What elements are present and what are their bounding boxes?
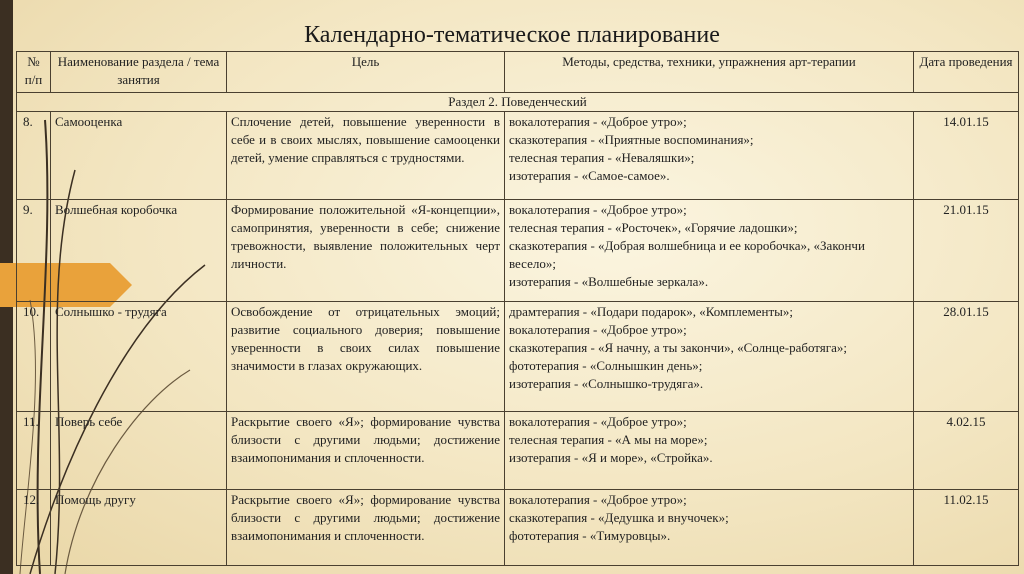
row-date: 11.02.15 xyxy=(914,490,1019,566)
row-methods xyxy=(505,490,914,566)
row-topic: Самооценка xyxy=(51,112,227,200)
method-item: сказкотерапия - «Добрая волшебница и ее коробочка», «Закончи весело»; xyxy=(509,238,865,271)
method-item: изотерапия - «Я и море», «Стройка». xyxy=(509,450,713,465)
header-goal: Цель xyxy=(227,52,505,93)
section-title: Раздел 2. Поведенческий xyxy=(17,93,1019,112)
row-date: 14.01.15 xyxy=(914,112,1019,200)
row-goal: Освобождение от отрицательных эмоций; развитие социального доверия; повышение уверенности в своих силах повышение значимости в глазах окружающих. xyxy=(227,302,505,412)
method-item: фототерапия - «Тимуровцы». xyxy=(509,528,671,543)
header-date: Дата проведения xyxy=(914,52,1019,93)
row-topic: Солнышко - трудяга xyxy=(51,302,227,412)
row-topic: Поверь себе xyxy=(51,412,227,490)
plan-table xyxy=(16,51,1019,566)
method-item: сказкотерапия - «Приятные воспоминания»; xyxy=(509,132,754,147)
method-item: телесная терапия - «Росточек», «Горячие ладошки»; xyxy=(509,220,798,235)
method-item: сказкотерапия - «Дедушка и внучочек»; xyxy=(509,510,729,525)
row-topic: Помощь другу xyxy=(51,490,227,566)
table-row xyxy=(17,490,1019,566)
row-date: 28.01.15 xyxy=(914,302,1019,412)
row-methods xyxy=(505,112,914,200)
row-goal: Раскрытие своего «Я»; формирование чувства близости с другими людьми; достижение взаимопонимания и сплоченности. xyxy=(227,490,505,566)
table-row xyxy=(17,412,1019,490)
row-num: 10. xyxy=(17,302,51,412)
method-item: вокалотерапия - «Доброе утро»; xyxy=(509,202,687,217)
method-item: вокалотерапия - «Доброе утро»; xyxy=(509,322,687,337)
method-item: изотерапия - «Солнышко-трудяга». xyxy=(509,376,704,391)
row-num: 12. xyxy=(17,490,51,566)
row-date: 21.01.15 xyxy=(914,200,1019,302)
method-item: фототерапия - «Солнышкин день»; xyxy=(509,358,703,373)
method-item: телесная терапия - «А мы на море»; xyxy=(509,432,708,447)
row-methods xyxy=(505,412,914,490)
row-date: 4.02.15 xyxy=(914,412,1019,490)
section-row xyxy=(17,93,1019,112)
row-topic: Волшебная коробочка xyxy=(51,200,227,302)
header-num: № п/п xyxy=(17,52,51,93)
method-item: сказкотерапия - «Я начну, а ты закончи», «Солнце-работяга»; xyxy=(509,340,847,355)
table-row xyxy=(17,200,1019,302)
header-methods: Методы, средства, техники, упражнения арт-терапии xyxy=(505,52,914,93)
method-item: вокалотерапия - «Доброе утро»; xyxy=(509,492,687,507)
method-item: вокалотерапия - «Доброе утро»; xyxy=(509,114,687,129)
table-row xyxy=(17,302,1019,412)
method-item: телесная терапия - «Неваляшки»; xyxy=(509,150,695,165)
row-methods xyxy=(505,200,914,302)
row-goal: Раскрытие своего «Я»; формирование чувства близости с другими людьми; достижение взаимопонимания и сплоченности. xyxy=(227,412,505,490)
method-item: изотерапия - «Самое-самое». xyxy=(509,168,670,183)
method-item: вокалотерапия - «Доброе утро»; xyxy=(509,414,687,429)
table-row xyxy=(17,112,1019,200)
header-name: Наименование раздела / тема занятия xyxy=(51,52,227,93)
method-item: драмтерапия - «Подари подарок», «Комплементы»; xyxy=(509,304,793,319)
row-num: 9. xyxy=(17,200,51,302)
row-goal: Формирование положительной «Я-концепции», самопринятия, уверенности в себе; снижение тревожности, выявление положительных черт личности. xyxy=(227,200,505,302)
page-title: Календарно-тематическое планирование xyxy=(304,22,720,48)
row-num: 11. xyxy=(17,412,51,490)
row-methods xyxy=(505,302,914,412)
row-goal: Сплочение детей, повышение уверенности в себе и в своих мыслях, повышение самооценки детей, умение справляться с трудностями. xyxy=(227,112,505,200)
method-item: изотерапия - «Волшебные зеркала». xyxy=(509,274,709,289)
header-row xyxy=(17,52,1019,93)
row-num: 8. xyxy=(17,112,51,200)
